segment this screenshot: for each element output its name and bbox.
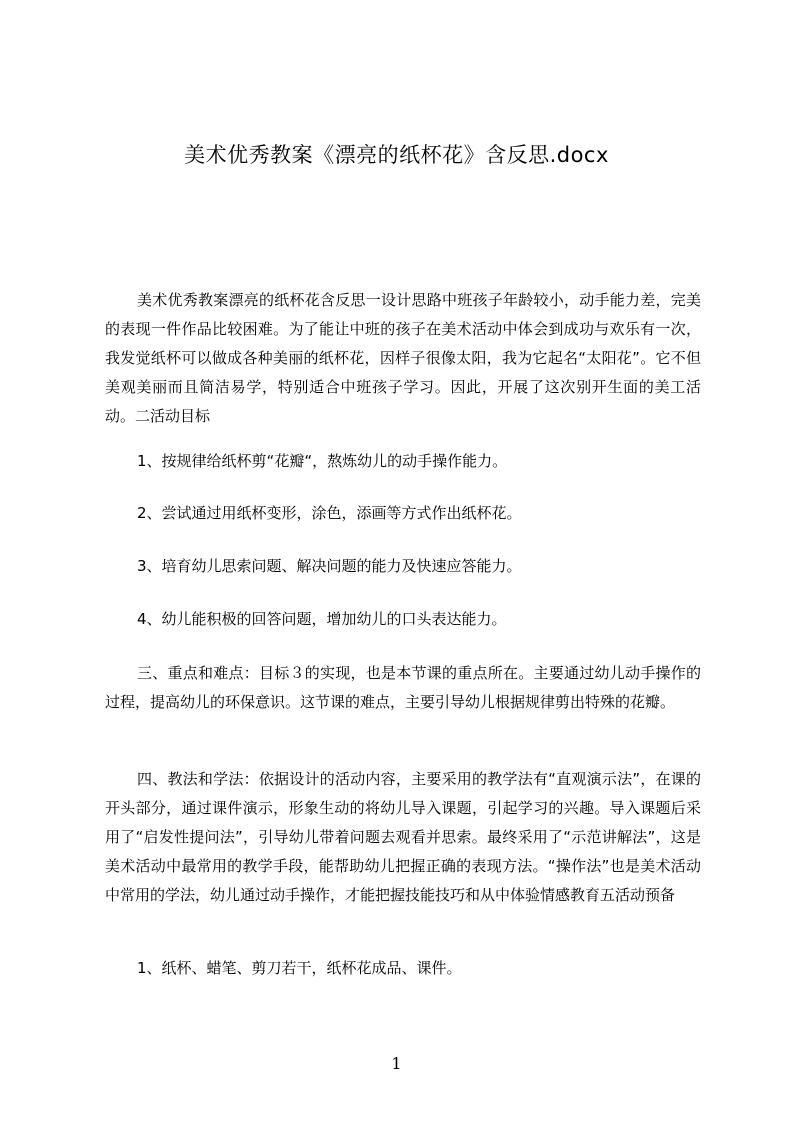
page-number: 1 — [391, 1054, 402, 1073]
intro-paragraph: 美术优秀教案漂亮的纸杯花含反思一设计思路中班孩子年龄较小，动手能力差，完美的表现一件作品比较困难。为了能让中班的孩子在美术活动中体会到成功与欢乐有一次，我发觉纸杯可以做成各种美丽的纸杯花，因样子很像太阳，我为它起名“太阳花”。它不但美观美丽而且简洁易学，特别适合中班孩子学习。因此，开展了这次别开生面的美工活动。二活动目标 — [105, 291, 701, 425]
goal-item-1: 1、按规律给纸杯剪“花瓣“，熬炼幼儿的动手操作能力。 — [137, 452, 508, 470]
goal-item-2: 2、尝试通过用纸杯变形，涂色，添画等方式作出纸杯花。 — [137, 504, 522, 522]
key-points-paragraph: 三、重点和难点：目标３的实现，也是本节课的重点所在。主要通过幼儿动手操作的过程，提高幼儿的环保意识。这节课的难点，主要引导幼儿根据规律剪出特殊的花瓣。 — [105, 664, 701, 711]
goal-item-4: 4、幼儿能积极的回答问题，增加幼儿的口头表达能力。 — [137, 610, 507, 628]
prep-item-1: 1、纸杯、蜡笔、剪刀若干，纸杯花成品、课件。 — [137, 959, 462, 977]
document-title: 美术优秀教案《漂亮的纸杯花》含反思.docx — [184, 143, 609, 167]
methods-paragraph: 四、教法和学法：依据设计的活动内容，主要采用的教学法有“直观演示法”，在课的开头部分，通过课件演示，形象生动的将幼儿导入课题，引起学习的兴趣。导入课题后采用了“启发性提问法”，引导幼儿带着问题去观看并思索。最终采用了“示范讲解法”，这是美术活动中最常用的教学手段，能帮助幼儿把握正确的表现方法。“操作法”也是美术活动中常用的学法，幼儿通过动手操作，才能把握技能技巧和从中体验情感教育五活动预备 — [105, 770, 701, 904]
goal-item-3: 3、培育幼儿思索问题、解决问题的能力及快速应答能力。 — [137, 557, 522, 575]
